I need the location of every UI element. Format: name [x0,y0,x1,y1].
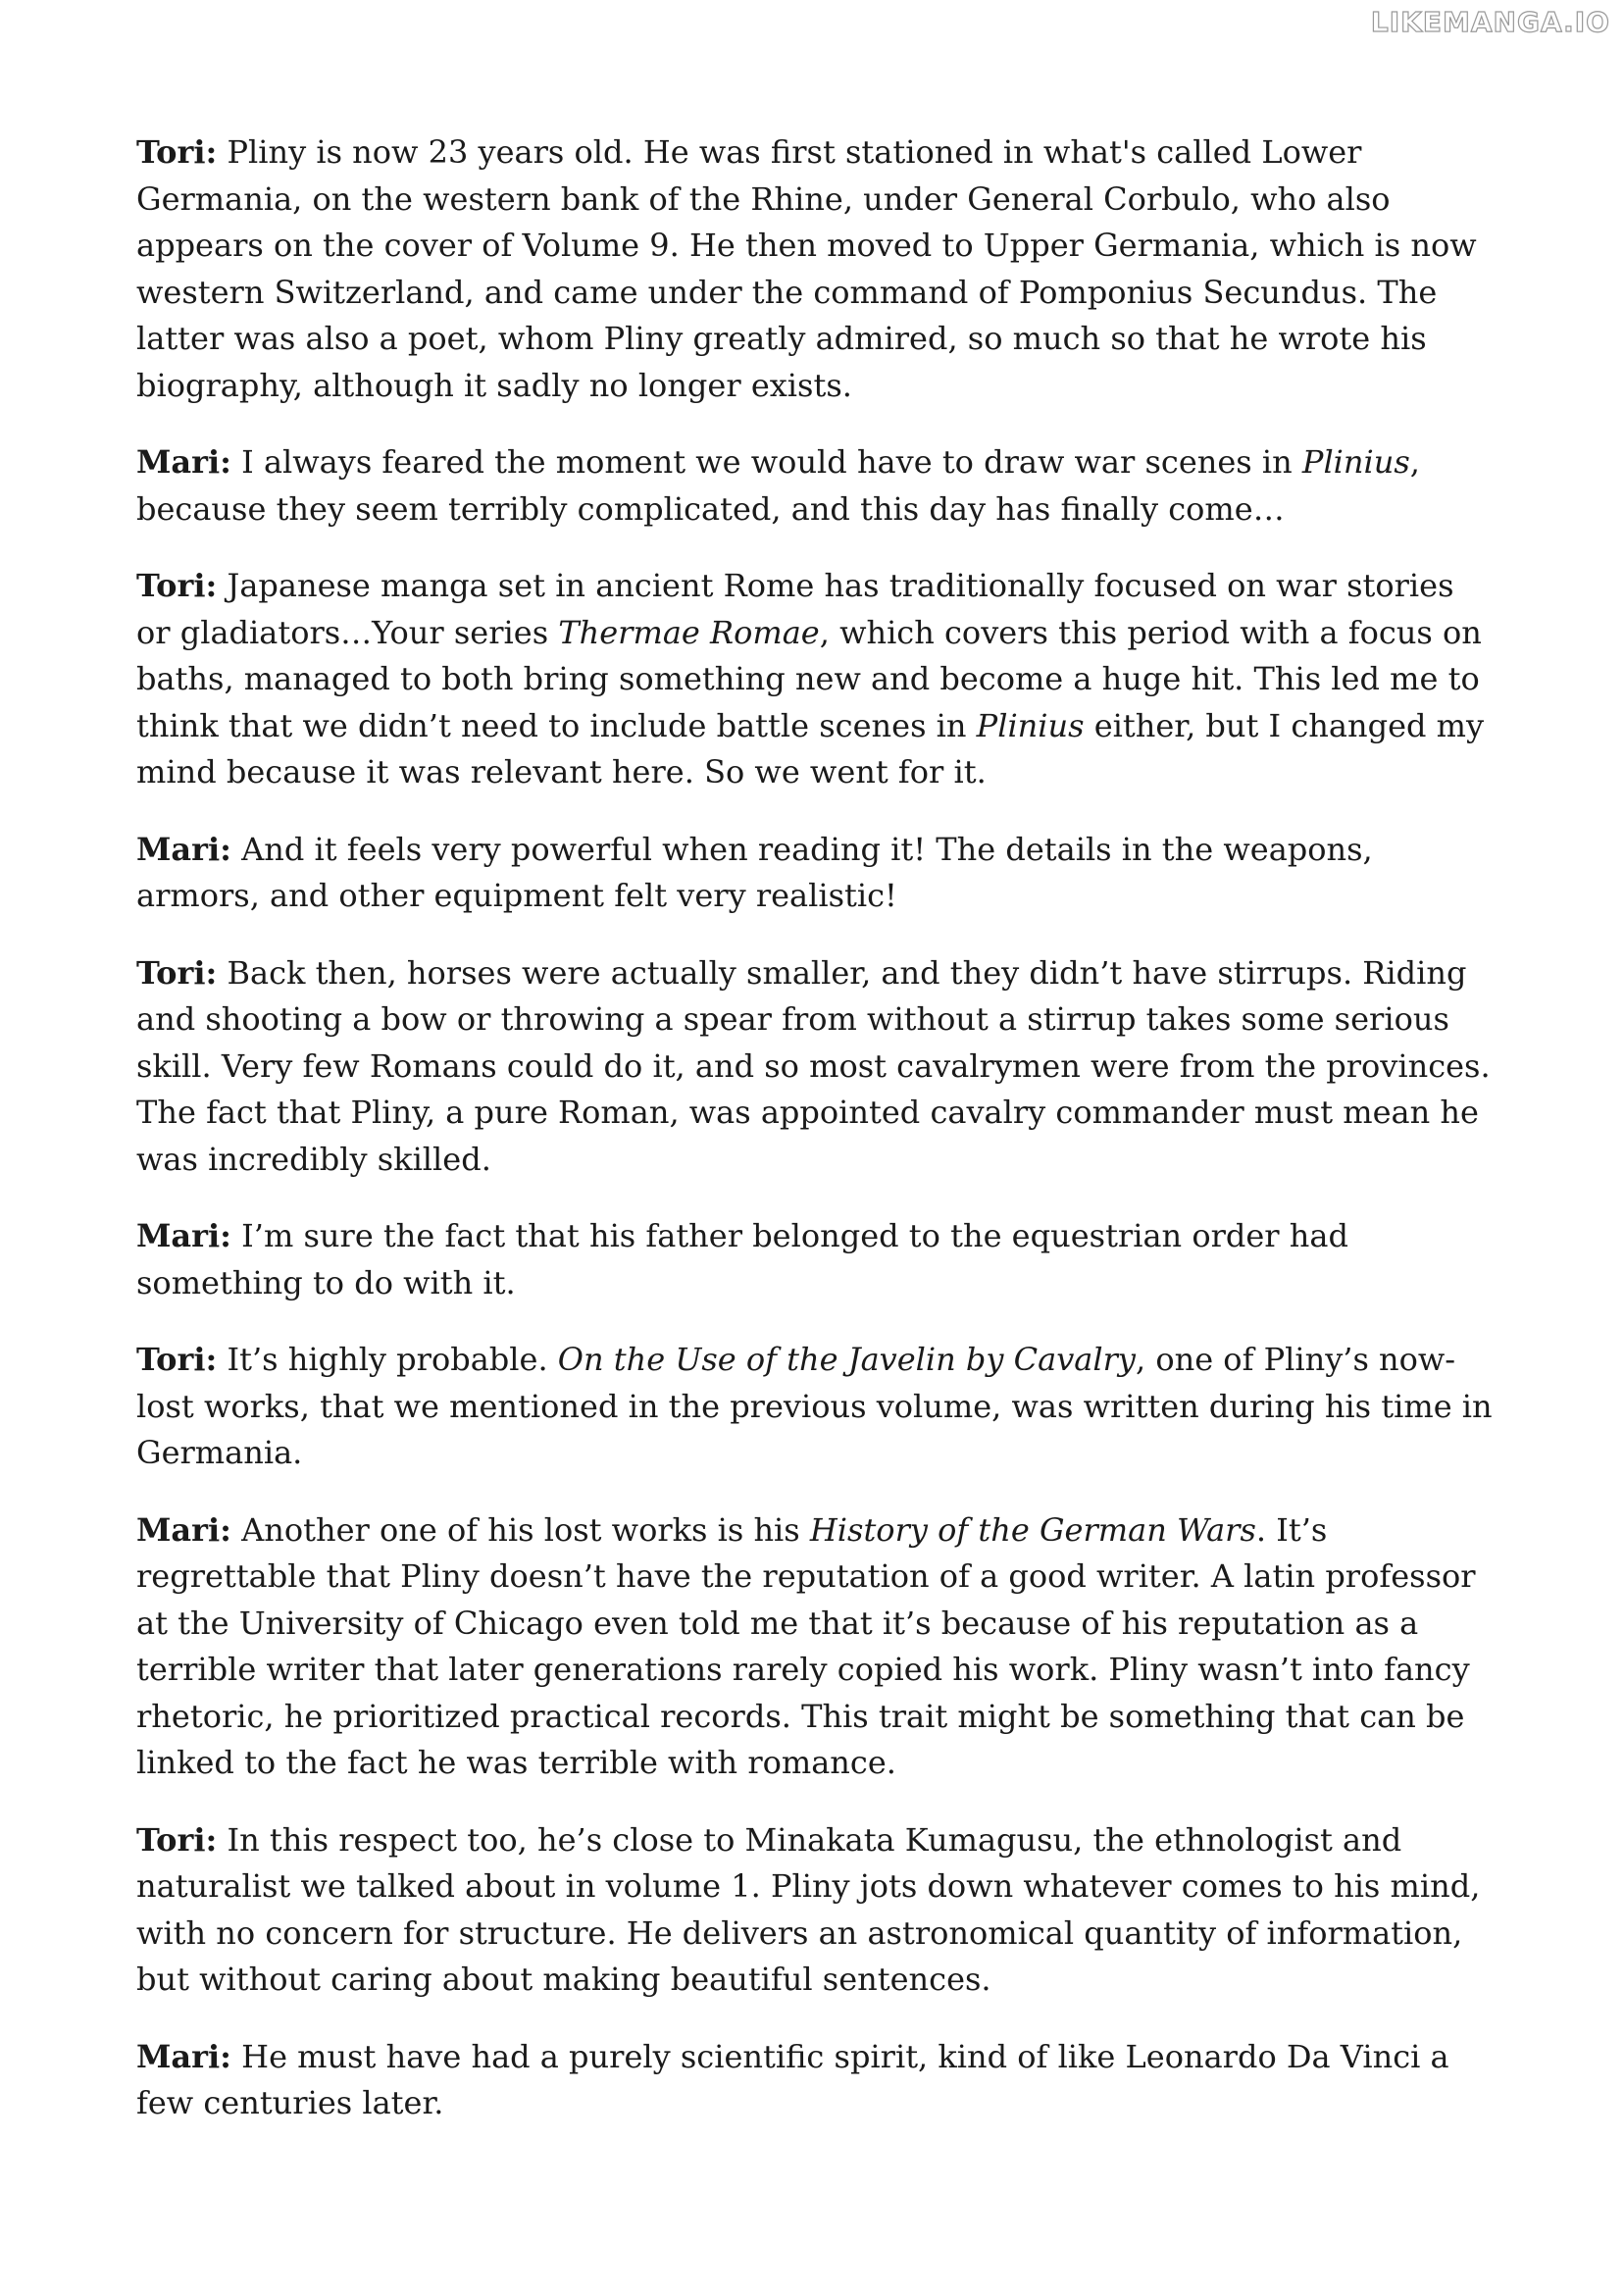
interview-text [136,129,1495,2158]
dialogue-text: . It’s regrettable that Pliny doesn’t have the reputation of a good writer. A latin professor at the University of Chicago even told me that it’s because of his reputation as a terrible writer that later generations rarely copied his work. Pliny wasn’t into fancy rhetoric, he prioritized practical records. This trait might be something that can be linked to the fact he was terrible with romance. [136,1510,1476,1781]
speaker-label: Tori: [136,953,218,992]
speaker-label: Tori: [136,133,218,171]
work-title: Plinius [1301,443,1410,481]
dialogue-paragraph [136,950,1495,1184]
dialogue-text: I always feared the moment we would have to draw war scenes in [241,443,1302,481]
dialogue-paragraph [136,1337,1495,1477]
speaker-label: Mari: [136,830,231,868]
work-title: Thermae Romae [558,613,820,651]
work-title: Plinius [976,706,1085,744]
speaker-label: Tori: [136,1341,218,1378]
speaker-label: Mari: [136,2037,231,2075]
speaker-label: Tori: [136,567,218,604]
dialogue-text: Another one of his lost works is his [241,1510,810,1549]
site-watermark: LIKEMANGA.IO [1370,6,1610,38]
speaker-label: Mari: [136,1510,231,1549]
dialogue-paragraph [136,563,1495,796]
dialogue-text: , because they seem terribly complicated, and this day has finally come… [136,443,1420,528]
dialogue-text: , which covers this period with a focus on baths, managed to both bring something new and become a huge hit. This led me to think that we didn’t need to include battle scenes in [136,613,1482,744]
dialogue-paragraph [136,827,1495,920]
dialogue-paragraph [136,129,1495,409]
dialogue-text: And it feels very powerful when reading it! The details in the weapons, armors, and other equipment felt very realistic! [136,830,1373,914]
dialogue-text: It’s highly probable. [227,1341,558,1378]
dialogue-text: I’m sure the fact that his father belonged to the equestrian order had something to do with it. [136,1217,1348,1301]
speaker-label: Mari: [136,1217,231,1254]
dialogue-text: In this respect too, he’s close to Minakata Kumagusu, the ethnologist and naturalist we talked about in volume 1. Pliny jots down whatever comes to his mind, with no concern for structure. He delivers an astronomical quantity of information, but without caring about making beautiful sentences. [136,1820,1481,1998]
dialogue-text: Back then, horses were actually smaller, and they didn’t have stirrups. Riding and shooting a bow or throwing a spear from without a stirrup takes some serious skill. Very few Romans could do it, and so most cavalrymen were from the provinces. The fact that Pliny, a pure Roman, was appointed cavalry commander must mean he was incredibly skilled. [136,953,1491,1178]
work-title: On the Use of the Javelin by Cavalry [557,1341,1136,1378]
dialogue-text: Pliny is now 23 years old. He was first stationed in what's called Lower Germania, on the western bank of the Rhine, under General Corbulo, who also appears on the cover of Volume 9. He then moved to Upper Germania, which is now western Switzerland, and came under the command of Pomponius Secundus. The latter was also a poet, whom Pliny greatly admired, so much so that he wrote his biography, although it sadly no longer exists. [136,133,1477,404]
dialogue-text: Japanese manga set in ancient Rome has traditionally focused on war stories or gladiators…Your series [136,567,1454,651]
speaker-label: Mari: [136,443,231,481]
dialogue-paragraph [136,2034,1495,2127]
dialogue-paragraph [136,1213,1495,1306]
dialogue-paragraph [136,1507,1495,1787]
dialogue-text: , one of Pliny’s now-lost works, that we mentioned in the previous volume, was written during his time in Germania. [136,1341,1493,1471]
dialogue-paragraph [136,1817,1495,2004]
dialogue-paragraph [136,439,1495,533]
dialogue-text: either, but I changed my mind because it was relevant here. So we went for it. [136,706,1485,790]
work-title: History of the German Wars [809,1510,1256,1549]
dialogue-text: He must have had a purely scientific spirit, kind of like Leonardo Da Vinci a few centuries later. [136,2037,1449,2121]
speaker-label: Tori: [136,1820,218,1859]
